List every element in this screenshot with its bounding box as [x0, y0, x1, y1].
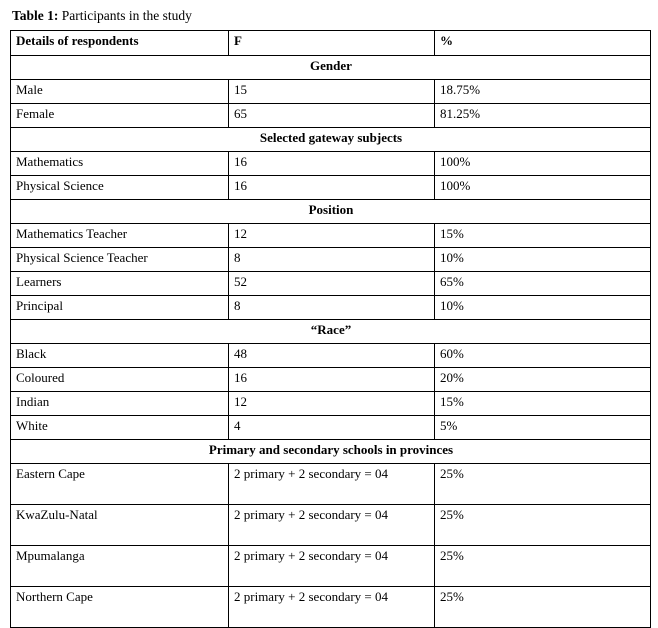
row-label: Mathematics [11, 152, 229, 176]
table-caption-text: Participants in the study [58, 8, 192, 23]
section-label: “Race” [11, 320, 651, 344]
table-row [11, 546, 651, 587]
row-frequency: 2 primary + 2 secondary = 04 [229, 587, 435, 628]
section-label: Primary and secondary schools in provinces [11, 440, 651, 464]
table-row [11, 176, 651, 200]
section-label: Gender [11, 56, 651, 80]
table-row [11, 344, 651, 368]
table-row [11, 392, 651, 416]
row-percent: 15% [435, 392, 651, 416]
row-label: Learners [11, 272, 229, 296]
row-percent: 100% [435, 152, 651, 176]
row-frequency: 52 [229, 272, 435, 296]
row-label: Physical Science [11, 176, 229, 200]
table-row [11, 80, 651, 104]
row-percent: 25% [435, 505, 651, 546]
table-row [11, 104, 651, 128]
row-frequency: 8 [229, 296, 435, 320]
row-label: KwaZulu-Natal [11, 505, 229, 546]
row-frequency: 48 [229, 344, 435, 368]
table-row [11, 272, 651, 296]
table-section-row [11, 128, 651, 152]
row-percent: 18.75% [435, 80, 651, 104]
participants-table [10, 30, 651, 628]
table-row [11, 416, 651, 440]
row-label: Mpumalanga [11, 546, 229, 587]
row-label: Eastern Cape [11, 464, 229, 505]
row-label: Physical Science Teacher [11, 248, 229, 272]
row-label: Northern Cape [11, 587, 229, 628]
row-label: White [11, 416, 229, 440]
row-percent: 25% [435, 546, 651, 587]
table-row [11, 296, 651, 320]
row-percent: 5% [435, 416, 651, 440]
table-row [11, 224, 651, 248]
row-percent: 25% [435, 464, 651, 505]
row-frequency: 15 [229, 80, 435, 104]
row-frequency: 16 [229, 152, 435, 176]
row-frequency: 2 primary + 2 secondary = 04 [229, 546, 435, 587]
column-header-frequency: F [229, 31, 435, 56]
row-frequency: 12 [229, 224, 435, 248]
row-label: Indian [11, 392, 229, 416]
row-percent: 10% [435, 248, 651, 272]
row-frequency: 65 [229, 104, 435, 128]
row-percent: 10% [435, 296, 651, 320]
section-label: Selected gateway subjects [11, 128, 651, 152]
section-label: Position [11, 200, 651, 224]
table-section-row [11, 56, 651, 80]
row-frequency: 16 [229, 368, 435, 392]
table-row [11, 587, 651, 628]
row-percent: 60% [435, 344, 651, 368]
row-percent: 15% [435, 224, 651, 248]
table-row [11, 248, 651, 272]
table-row [11, 368, 651, 392]
row-frequency: 4 [229, 416, 435, 440]
row-label: Male [11, 80, 229, 104]
row-frequency: 2 primary + 2 secondary = 04 [229, 464, 435, 505]
row-frequency: 2 primary + 2 secondary = 04 [229, 505, 435, 546]
row-percent: 20% [435, 368, 651, 392]
row-label: Black [11, 344, 229, 368]
column-header-details: Details of respondents [11, 31, 229, 56]
table-section-row [11, 200, 651, 224]
table-section-row [11, 440, 651, 464]
row-frequency: 8 [229, 248, 435, 272]
table-body [11, 31, 651, 628]
table-row [11, 505, 651, 546]
column-header-percent: % [435, 31, 651, 56]
table-row [11, 152, 651, 176]
row-percent: 65% [435, 272, 651, 296]
row-percent: 25% [435, 587, 651, 628]
row-frequency: 12 [229, 392, 435, 416]
table-section-row [11, 320, 651, 344]
table-header-row [11, 31, 651, 56]
row-frequency: 16 [229, 176, 435, 200]
row-percent: 100% [435, 176, 651, 200]
row-label: Mathematics Teacher [11, 224, 229, 248]
row-percent: 81.25% [435, 104, 651, 128]
row-label: Principal [11, 296, 229, 320]
table-caption-label: Table 1: [12, 8, 59, 23]
table-caption [12, 8, 650, 24]
row-label: Coloured [11, 368, 229, 392]
table-row [11, 464, 651, 505]
row-label: Female [11, 104, 229, 128]
